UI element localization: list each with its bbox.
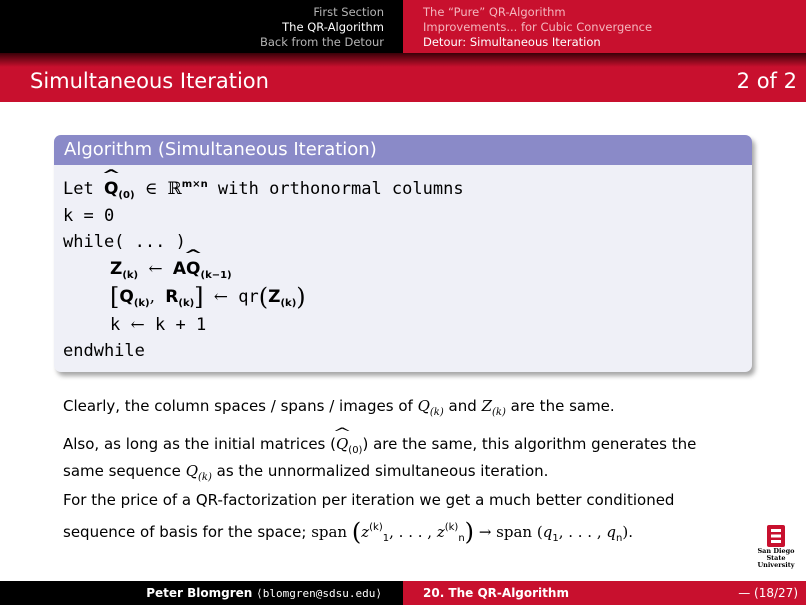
top-navigation: [0, 0, 806, 53]
dimension-superscript: m×n: [181, 179, 208, 190]
k-variable: k: [110, 315, 121, 335]
algorithm-line-qr: [$Q_{(k)}$, $R_{(k)}$] ← $qr(Z_{(k)})$: [110, 283, 306, 311]
zn-vector: z: [436, 523, 445, 541]
qn-subscript: n: [616, 533, 623, 544]
author-email: ⟨blomgren@sdsu.edu⟩: [256, 587, 382, 600]
footer-author: [0, 581, 403, 605]
paragraph-column-spaces: [63, 396, 753, 423]
text: and: [448, 397, 477, 415]
text: ) are the same, this algorithm generates the: [362, 435, 697, 453]
q0-subscript: (0): [118, 190, 135, 201]
span-operator: span: [311, 523, 348, 541]
z1-superscript: (k): [369, 522, 383, 533]
qr-function: qr: [238, 287, 259, 307]
algorithm-line-endwhile: endwhile: [63, 341, 145, 361]
assign-arrow: ←: [148, 259, 163, 279]
a-symbol: A: [172, 259, 187, 279]
z1-vector: z: [361, 523, 370, 541]
z-subscript: (k): [492, 407, 506, 418]
algorithm-line-init: k = 0: [63, 206, 115, 226]
nav-subsection-improvements[interactable]: Improvements... for Cubic Convergence: [423, 20, 653, 34]
text: Also, as long as the initial matrices (: [63, 435, 336, 453]
q-hat-symbol: ^ Q: [186, 259, 200, 279]
text: sequence of basis for the space;: [63, 523, 307, 541]
algorithm-block: [54, 135, 752, 372]
q0-subscript: (0): [348, 445, 363, 456]
subsection-nav: [403, 0, 806, 53]
text: Clearly, the column spaces / spans / images of: [63, 397, 413, 415]
q-symbol: Q: [119, 287, 134, 307]
footer-bar: [0, 581, 806, 605]
frame-title: Simultaneous Iteration: [30, 69, 269, 93]
q-prev-subscript: (k−1): [200, 270, 232, 281]
nav-section-first[interactable]: First Section: [313, 5, 384, 19]
assign-arrow: ←: [213, 287, 229, 307]
page-number: — (18/27): [738, 586, 798, 600]
orthonormal-text: with orthonormal columns: [207, 179, 464, 199]
author-name: Peter Blomgren: [146, 586, 253, 600]
q0-hat-symbol: ^ Q: [104, 179, 118, 199]
university-logo: [748, 524, 804, 569]
nav-subsection-detour[interactable]: Detour: Simultaneous Iteration: [423, 35, 601, 49]
zn-subscript: n: [458, 533, 465, 544]
q-symbol: Q: [185, 462, 198, 480]
r-symbol: R: [165, 287, 179, 307]
paragraph-initial-matrices: [63, 434, 753, 488]
nav-section-back-from-detour[interactable]: Back from the Detour: [259, 35, 384, 49]
q1-vector: q: [542, 523, 553, 541]
z-subscript: (k): [280, 298, 297, 309]
ellipsis: , . . . ,: [389, 523, 437, 541]
footer-section: [403, 581, 806, 605]
z1-subscript: 1: [382, 533, 390, 544]
element-of-symbol: ∈: [144, 179, 158, 199]
algorithm-header: Algorithm (Simultaneous Iteration): [54, 135, 752, 165]
text: as the unnormalized simultaneous iteration.: [216, 462, 549, 480]
text: For the price of a QR-factorization per iteration we get a much better conditioned: [63, 491, 675, 509]
algorithm-line-while: while( ... ): [63, 232, 186, 252]
q1-subscript: 1: [552, 533, 559, 544]
algorithm-line-let: [63, 179, 464, 201]
logo-line-2: University: [757, 561, 795, 569]
q-subscript: (k): [198, 472, 212, 483]
z-symbol: Z: [110, 259, 123, 279]
sdsu-emblem-icon: [765, 524, 787, 548]
maps-to-arrow: →: [478, 523, 492, 541]
text: .: [628, 523, 633, 541]
qn-vector: q: [606, 523, 616, 541]
algorithm-line-multiply: [110, 259, 232, 281]
logo-line-1: San Diego State: [757, 547, 795, 562]
z-symbol: Z: [268, 287, 281, 307]
q0-hat-symbol: ^ Q: [336, 434, 348, 455]
assign-arrow: ←: [130, 315, 145, 335]
ellipsis: , . . . ,: [558, 523, 607, 541]
algorithm-line-increment: [110, 315, 206, 335]
nav-subsection-pure-qr[interactable]: The “Pure” QR-Algorithm: [423, 5, 566, 19]
z-symbol: Z: [481, 397, 492, 415]
text: same sequence: [63, 462, 181, 480]
increment-expression: k + 1: [155, 315, 207, 335]
zn-superscript: (k): [444, 522, 459, 533]
section-nav: [0, 0, 403, 53]
span-operator: span: [496, 523, 533, 541]
q-subscript: (k): [429, 407, 444, 418]
nav-section-qr-algorithm[interactable]: The QR-Algorithm: [282, 20, 384, 34]
q-subscript: (k): [133, 298, 150, 309]
paragraph-qr-factorization: [63, 490, 753, 549]
real-numbers-symbol: ℝ: [167, 179, 182, 199]
footer-section-title: 20. The QR-Algorithm: [423, 586, 569, 600]
q-symbol: Q: [417, 397, 430, 415]
z-subscript: (k): [122, 270, 139, 281]
text: are the same.: [510, 397, 615, 415]
r-subscript: (k): [178, 298, 195, 309]
frame-counter: 2 of 2: [736, 69, 797, 93]
text: sequence of basis for the space; span ($z^{(k)}_1$, . . . , $z^{(k)}_n$) → span ($q_1$, . . . , $q_n$).: [63, 518, 633, 546]
keyword-let: Let: [63, 179, 94, 199]
frame-title-bar: [0, 53, 806, 102]
